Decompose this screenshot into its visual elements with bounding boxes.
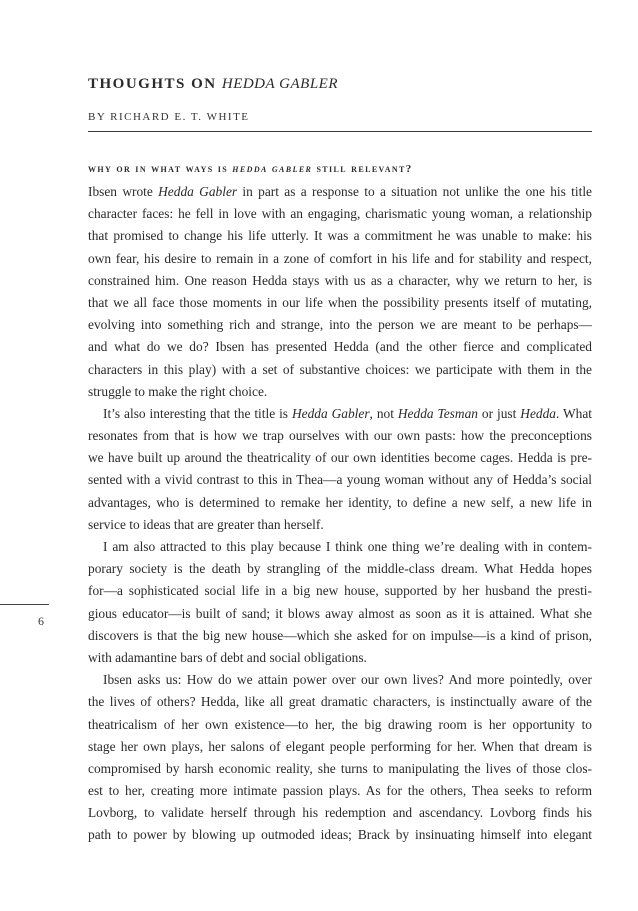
text-line: with adamantine bars of debt and social obligations. [88, 649, 367, 665]
text-line: porary society is the death by strangling of the middle-class dream. What Hedda hopes [88, 561, 592, 577]
page-number: 6 [38, 614, 44, 628]
text-line: sented with a vivid contrast to this in Thea—a young woman without any of Hedda’s social [88, 472, 592, 488]
section-heading-suffix: still relevant? [312, 163, 413, 175]
text-line: for—a sophisticated social life in a big new house, supported by her husband the presti- [88, 583, 592, 599]
text-line: that promised to change his life utterly. It was a commitment he was unable to make: his [88, 228, 592, 244]
text-line: characters in this play) with a set of substantive choices: we participate with them in the [88, 361, 592, 377]
text-line: advantages, who is determined to remake her identity, to define a new self, a new life in [88, 494, 592, 510]
header-divider [88, 131, 592, 132]
text-line: service to ideas that are greater than herself. [88, 516, 324, 532]
text-line: stage her own plays, her salons of elegant people performing for her. When that dream is [88, 738, 592, 754]
author-byline: BY RICHARD E. T. WHITE [88, 111, 250, 123]
text-line: It’s also interesting that the title is Hedda Gabler, not Hedda Tesman or just Hedda. What [103, 405, 592, 421]
text-line: the lives of others? Hedda, like all great dramatic characters, is instinctually aware of the [88, 694, 592, 710]
text-line: gious educator—is built of sand; it blows away almost as soon as it is attained. What she [88, 605, 592, 621]
text-line: character faces: he fell in love with an engaging, charismatic young woman, a relationship [88, 206, 592, 222]
article-title [88, 76, 338, 93]
section-heading [88, 163, 592, 175]
text-line: constrained him. One reason Hedda stays with us as a character, why we return to her, is [88, 272, 592, 288]
title-play-name: HEDDA GABLER [221, 76, 338, 92]
text-line: Ibsen wrote Hedda Gabler in part as a response to a situation not unlike the one his title [88, 184, 592, 199]
text-line: and what do we do? Ibsen has presented Hedda (and the other fierce and complicated [88, 339, 592, 355]
body-text [88, 181, 592, 847]
text-line: Ibsen asks us: How do we attain power over our own lives? And more pointedly, over [103, 672, 592, 688]
text-line: evolving into something rich and strange, into the person we are meant to be perhaps— [88, 317, 592, 333]
text-line: resonates from that is how we trap ourselves with our own pasts: how the preconceptions [88, 428, 592, 444]
text-line: that we all face those moments in our life when the possibility presents itself of mutating, [88, 294, 592, 310]
text-line: path to power by blowing up outmoded ideas; Brack by insinuating himself into elegant [88, 827, 592, 843]
section-heading-play: hedda gabler [232, 163, 313, 175]
section-heading-prefix: why or in what ways is [88, 163, 233, 175]
text-line: I am also attracted to this play because I think one thing we’re dealing with in contem- [103, 539, 592, 554]
text-line: theatricalism of her own existence—to her, the big drawing room is her opportunity to [88, 716, 592, 732]
text-line: compromised by harsh economic reality, she turns to manipulating the lives of those clos- [88, 760, 592, 776]
text-line: est to her, creating more intimate passion plays. As for the others, Thea seeks to reform [88, 783, 592, 799]
title-prefix: THOUGHTS ON [88, 76, 222, 92]
text-line: Lovborg, to validate herself through his redemption and ascendancy. Lovborg finds his [88, 805, 592, 821]
text-line: we have built up around the theatricality of our own identities become cages. Hedda is pre- [88, 450, 592, 466]
text-line: own fear, his desire to remain in a zone of comfort in his life and for stability and respect, [88, 250, 592, 266]
text-line: struggle to make the right choice. [88, 383, 268, 399]
page-number-rule [0, 604, 49, 605]
text-line: discovers is that the big new house—which she asked for on impulse—is a kind of prison, [88, 627, 592, 643]
